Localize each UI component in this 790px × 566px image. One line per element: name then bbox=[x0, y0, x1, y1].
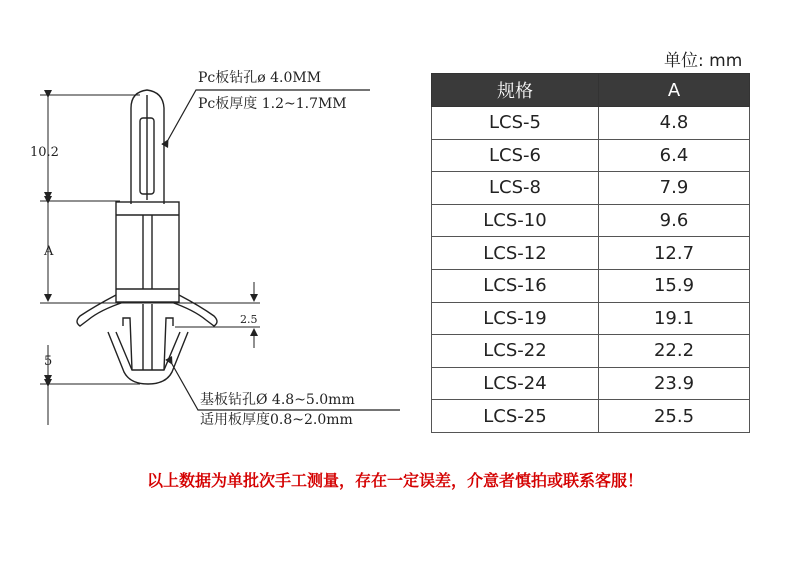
top-hole-annotation: Pc板钻孔ø 4.0MM bbox=[198, 70, 322, 86]
a-value-cell: 6.4 bbox=[599, 139, 750, 172]
dim-clip-gap: 2.5 bbox=[240, 313, 258, 326]
model-cell: LCS-16 bbox=[432, 269, 599, 302]
model-cell: LCS-5 bbox=[432, 107, 599, 140]
table-row bbox=[432, 172, 750, 205]
extension-lines bbox=[40, 95, 260, 384]
a-value-cell: 7.9 bbox=[599, 172, 750, 205]
spacer-part bbox=[77, 90, 217, 384]
unit-label: 单位: mm bbox=[664, 51, 743, 71]
table-row bbox=[432, 237, 750, 270]
table-row bbox=[432, 269, 750, 302]
table-row bbox=[432, 139, 750, 172]
model-cell: LCS-22 bbox=[432, 335, 599, 368]
model-cell: LCS-24 bbox=[432, 367, 599, 400]
model-cell: LCS-8 bbox=[432, 172, 599, 205]
table-body bbox=[432, 107, 750, 433]
table-row bbox=[432, 107, 750, 140]
a-value-cell: 12.7 bbox=[599, 237, 750, 270]
table-row bbox=[432, 302, 750, 335]
table-row bbox=[432, 335, 750, 368]
disclaimer-text: 以上数据为单批次手工测量，存在一定误差，介意者慎拍或联系客服！ bbox=[146, 471, 643, 490]
model-cell: LCS-19 bbox=[432, 302, 599, 335]
a-value-cell: 25.5 bbox=[599, 400, 750, 433]
model-cell: LCS-12 bbox=[432, 237, 599, 270]
table-row bbox=[432, 204, 750, 237]
model-cell: LCS-25 bbox=[432, 400, 599, 433]
base-thickness-annotation: 适用板厚度0.8~2.0mm bbox=[200, 412, 353, 428]
model-cell: LCS-6 bbox=[432, 139, 599, 172]
dimension-lines bbox=[48, 97, 254, 425]
leader-lines bbox=[168, 90, 400, 410]
a-value-cell: 22.2 bbox=[599, 335, 750, 368]
table-row bbox=[432, 400, 750, 433]
a-value-cell: 19.1 bbox=[599, 302, 750, 335]
a-value-cell: 4.8 bbox=[599, 107, 750, 140]
base-hole-annotation: 基板钻孔Ø 4.8~5.0mm bbox=[200, 392, 355, 408]
header-a: A bbox=[599, 74, 750, 107]
a-value-cell: 23.9 bbox=[599, 367, 750, 400]
table-header-row bbox=[432, 74, 750, 107]
spec-table bbox=[431, 73, 750, 433]
header-model: 规格 bbox=[432, 74, 599, 107]
spacer-drawing bbox=[0, 0, 420, 440]
dim-top-length: 10.2 bbox=[30, 145, 59, 160]
dim-bottom-length: 5 bbox=[44, 354, 53, 369]
model-cell: LCS-10 bbox=[432, 204, 599, 237]
a-value-cell: 15.9 bbox=[599, 269, 750, 302]
table-row bbox=[432, 367, 750, 400]
top-thickness-annotation: Pc板厚度 1.2~1.7MM bbox=[198, 96, 347, 112]
a-value-cell: 9.6 bbox=[599, 204, 750, 237]
dim-middle-length: A bbox=[44, 244, 54, 259]
